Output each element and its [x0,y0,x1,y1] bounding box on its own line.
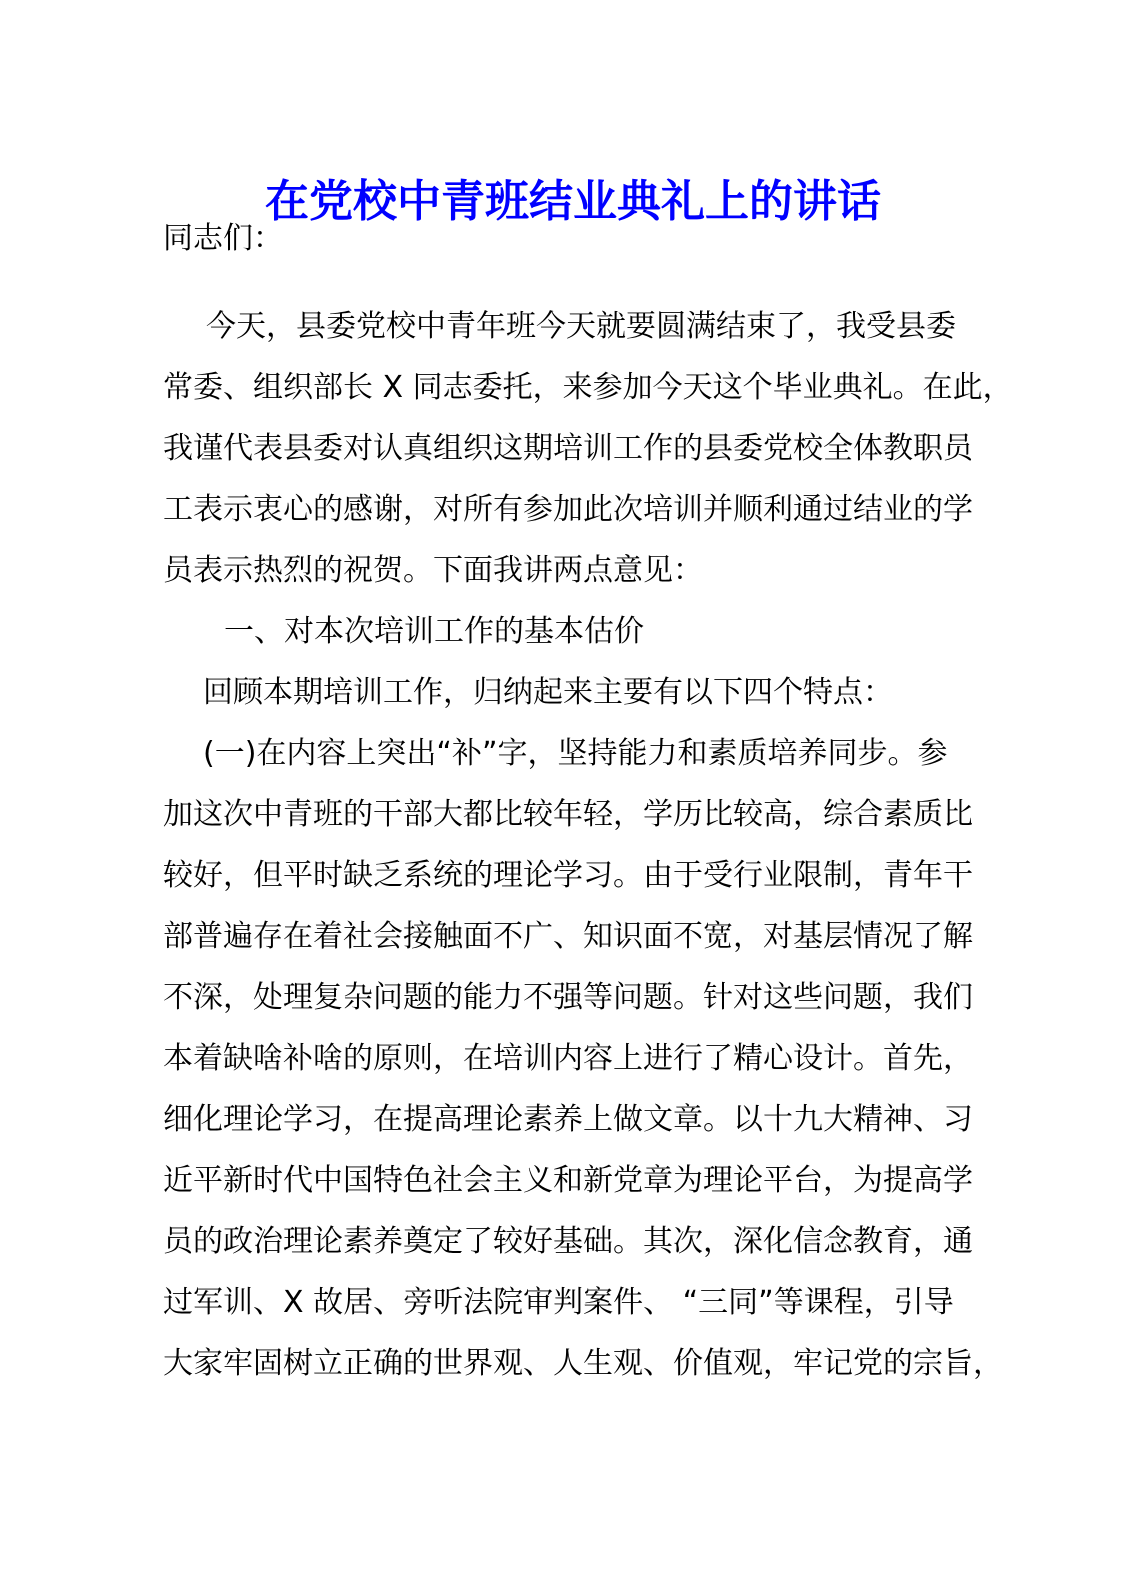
paragraph-line: (一)在内容上突出“补”字，坚持能力和素质培养同步。参 [203,736,948,771]
paragraph-line: 员的政治理论素养奠定了较好基础。其次，深化信念教育，通 [163,1224,973,1259]
paragraph-line: 员表示热烈的祝贺。下面我讲两点意见： [163,553,703,588]
salutation: 同志们： [163,221,283,256]
paragraph-line: 大家牢固树立正确的世界观、人生观、价值观，牢记党的宗旨， [163,1346,1003,1381]
paragraph-line: 部普遍存在着社会接触面不广、知识面不宽，对基层情况了解 [163,919,973,954]
paragraph-line: 今天，县委党校中青年班今天就要圆满结束了，我受县委 [206,309,956,344]
paragraph-line: 我谨代表县委对认真组织这期培训工作的县委党校全体教职员 [163,431,973,466]
paragraph-line: 常委、组织部长 X 同志委托，来参加今天这个毕业典礼。在此， [163,370,1013,405]
paragraph-line: 加这次中青班的干部大都比较年轻，学历比较高，综合素质比 [163,797,973,832]
paragraph-line: 细化理论学习，在提高理论素养上做文章。以十九大精神、习 [163,1102,973,1137]
paragraph-line: 较好，但平时缺乏系统的理论学习。由于受行业限制，青年干 [163,858,973,893]
section-heading: 一、对本次培训工作的基本估价 [224,614,644,649]
paragraph-line: 近平新时代中国特色社会主义和新党章为理论平台，为提高学 [163,1163,973,1198]
paragraph-line: 不深，处理复杂问题的能力不强等问题。针对这些问题，我们 [163,980,973,1015]
document-title: 在党校中青班结业典礼上的讲话 [265,176,881,227]
paragraph-line: 工表示衷心的感谢，对所有参加此次培训并顺利通过结业的学 [163,492,973,527]
document-body [163,208,1043,1394]
paragraph-line: 过军训、X 故居、旁听法院审判案件、 “三同”等课程，引导 [163,1285,954,1320]
paragraph-line: 回顾本期培训工作，归纳起来主要有以下四个特点： [203,675,893,710]
paragraph-line: 本着缺啥补啥的原则，在培训内容上进行了精心设计。首先， [163,1041,973,1076]
